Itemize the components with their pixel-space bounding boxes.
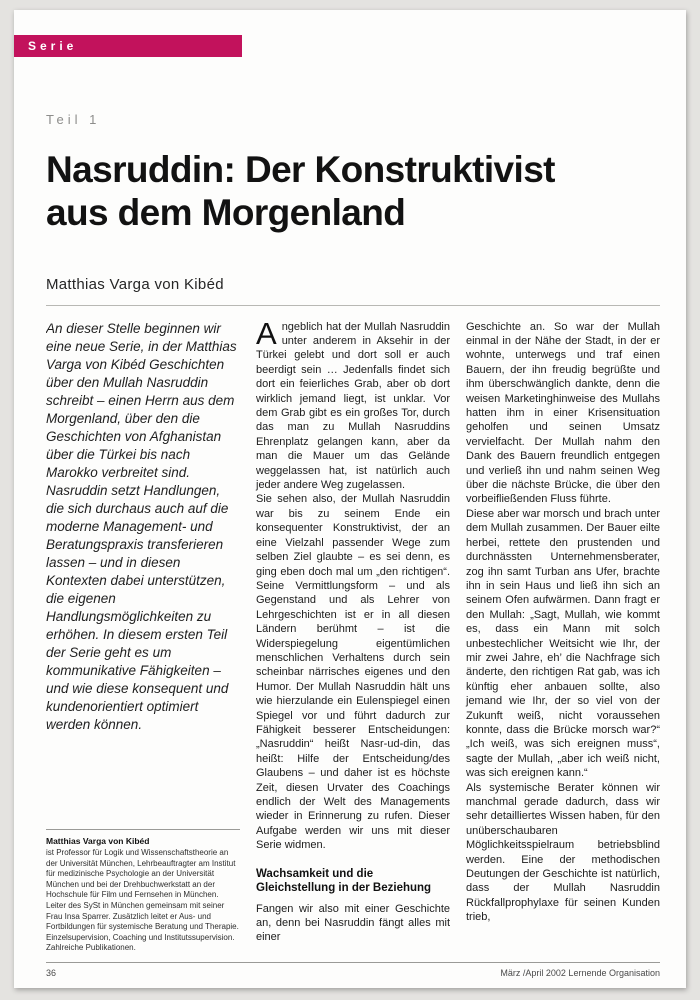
article-columns: [46, 320, 660, 954]
section-heading: Wachsamkeit und die Gleichstellung in der Beziehung: [256, 867, 432, 895]
drop-cap: A: [256, 319, 277, 351]
page-title: [46, 149, 660, 235]
author-bio-text: ist Professor für Logik und Wissenschaftstheorie an der Universität München, Lehrbeauftragter am Institut für medizinische Psychologie an der Universität München und bei der Drehbuchwerkstatt an der Hochschule für Film und Fernsehen in München. Leiter des SySt in München gemeinsam mit seiner Frau Insa Sparrer. Zusätzlich leitet er Aus- und Fortbildungen für systemische Beratung und Therapie. Einzelsupervision, Coaching und Institutssupervision. Zahlreiche Publikationen.: [46, 848, 239, 953]
article-paragraph: Fangen wir also mit einer Geschichte an, denn bei Nasruddin fängt alles mit einer: [256, 902, 450, 944]
author-bio: [46, 829, 240, 954]
author-bio-name: Matthias Varga von Kibéd: [46, 836, 150, 847]
page-number: 36: [46, 968, 57, 978]
column-right: [466, 320, 660, 954]
column-intro: [46, 320, 240, 954]
article-paragraph: Geschichte an. So war der Mullah einmal in der Nähe der Stadt, in der er wohnte, unterwegs und traf einen Bauern, der ihn freudig begrüßte und ihm überschwänglich dankte, denn die weisen Marketinghinweise des Mullahs hatten ihm in einer Krisensituation geholfen und seinen Umsatz vervielfacht. Der Mullah nahm den Dank des Bauern freundlich entgegen und verließ ihn und nahm seinen Weg über die nächste Brücke, die über den vorbeifließenden Fluss führte.: [466, 320, 660, 506]
column-middle: [256, 320, 450, 954]
issue-label: März /April 2002 Lernende Organisation: [500, 968, 660, 978]
article-paragraph: Diese aber war morsch und brach unter dem Mullah zusammen. Der Bauer eilte herbei, rettete den prustenden und durchnässten Unternehmensberater, zog ihn samt Turban ans Ufer, brachte ihn in sein Haus und ließ ihn sich an seinem Ofen aufwärmen. Dann fragt er den Mullah: „Sagt, Mullah, wie kommt es, dass ein Mann mit solch unbestechlicher Weitsicht wie Ihr, der mir zwei Jahre, eh’ die Nachfrage sich änderte, den richtigen Rat gab, was ich künftig eher anbauen sollte, also jemand wie Ihr, der so viel von der Zukunft weiß, nicht voraussehen konnte, dass die Brücke morsch war?“ „Ich weiß, was sich ereignen muss“, sagte der Mullah, „aber ich weiß nicht, was sich ereignen kann.“: [466, 507, 660, 780]
magazine-page: [14, 10, 686, 988]
byline-rule: [46, 276, 660, 306]
title-line-2: aus dem Morgenland: [46, 191, 406, 233]
title-line-1: Nasruddin: Der Konstruktivist: [46, 149, 555, 190]
page-footer: [46, 962, 660, 978]
part-label: Teil 1: [46, 112, 101, 127]
series-label: Serie: [28, 39, 78, 53]
article-paragraph: Als systemische Berater können wir manchmal gerade dadurch, dass wir sehr detailliertes Wissen haben, für den unüberschaubaren Möglichkeitsspielraum betriebsblind werden. Eine der methodischen Deutungen der Geschichte ist natürlich, dass der Mullah Nasruddin Rückfallprophylaxe für seinen Kunden trieb,: [466, 781, 660, 924]
paragraph-text: ngeblich hat der Mullah Nasruddin unter anderem in Aksehir in der Türkei gelebt und dort soll er auch beerdigt sein … Jedenfalls findet sich dort ein feierliches Grab, aber ob dort wirklich jemand liegt, ist unklar. Vor dem Grab gibt es ein großes Tor, durch das man zu Mullah Nasruddins Ehrenplatz gelangen kann, aber da man die Mauer um das Gelände weggelassen hat, ist natürlich auch jeder andere Weg zugelassen.: [256, 320, 450, 492]
intro-teaser: An dieser Stelle beginnen wir eine neue Serie, in der Matthias Varga von Kibéd Geschichten über den Mullah Nasruddin schreibt – einen Herrn aus dem Morgenland, über den die Geschichten von Afghanistan über die Türkei bis nach Marokko verbreitet sind. Nasruddin setzt Handlungen, die sich durchaus auch auf die moderne Management- und Beratungspraxis transferieren lassen – und in diesen Kontexten dabei unterstützen, die eigenen Handlungsmöglichkeiten zu erhöhen. In diesem ersten Teil der Serie geht es um kommunikative Fähigkeiten – und wie diese konsequent und kundenorientiert optimiert werden können.: [46, 320, 237, 732]
page-content: [46, 10, 660, 988]
article-paragraph: [256, 320, 450, 493]
author-byline: Matthias Varga von Kibéd: [46, 275, 224, 293]
article-paragraph: Sie sehen also, der Mullah Nasruddin war bis zu seinem Ende ein konsequenter Konstruktivist, der an eine Vielzahl passender Wege zum selben Ziel glaubte – es sei denn, es ging eben doch mal um „den richtigen“. Seine Vermittlungsform – und als Gegenstand und als Lehrer von Lehrgeschichten ist er in all diesen Ländern berühmt – ist die Widerspiegelung eigentümlichen menschlichen Verhaltens durch sein scheinbar närrisches eigenes und den Humor. Der Mullah Nasruddin hält uns wie hierzulande ein Eulenspiegel einen Spiegel vor und führt dadurch zur Fähigkeit besserer Entscheidungen: „Nasruddin“ heißt Nasr-ud-din, das heißt: Hilfe der Entscheidung/des Glaubens – und daher ist es höchste Zeit, diesen Urvater des Coachings endlich der Welt des Managements wieder in Erinnerung zu rufen. Dieser Aufgabe werden wir uns mit dieser Serie widmen.: [256, 493, 450, 852]
